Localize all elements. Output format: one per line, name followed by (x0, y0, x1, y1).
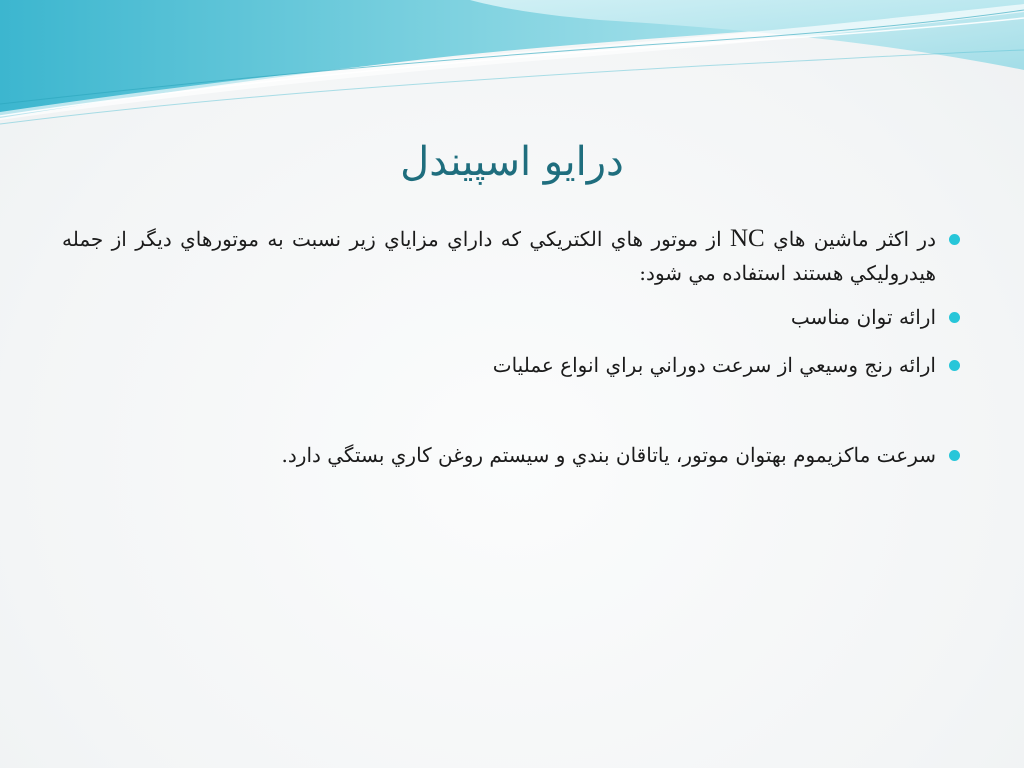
bullet-text: سرعت ماكزيموم بهتوان موتور، ياتاقان بندي و سيستم روغن كاري بستگي دارد. (281, 443, 936, 467)
bullet-item (62, 348, 936, 382)
nc-term: NC (729, 225, 765, 252)
bullet-icon (949, 312, 960, 323)
bullet-icon (949, 450, 960, 461)
bullet-list (62, 222, 936, 472)
bullet-icon (949, 234, 960, 245)
bullet-text-part: از موتور هاي الكتريكي كه داراي مزاياي زير نسبت به موتورهاي ديگر از جمله هيدروليكي هستند استفاده مي شود: (62, 227, 936, 285)
bullet-item (62, 300, 936, 334)
bullet-text: ارائه توان مناسب (790, 305, 936, 329)
bullet-item (62, 438, 936, 472)
wave-header-decoration (0, 0, 1024, 130)
slide-title: درايو اسپيندل (400, 139, 624, 185)
bullet-item (62, 222, 936, 290)
bullet-text-part: در اكثر ماشين هاي (764, 227, 936, 251)
bullet-icon (949, 360, 960, 371)
bullet-text: ارائه رنج وسيعي از سرعت دوراني براي انواع عمليات (492, 353, 936, 377)
